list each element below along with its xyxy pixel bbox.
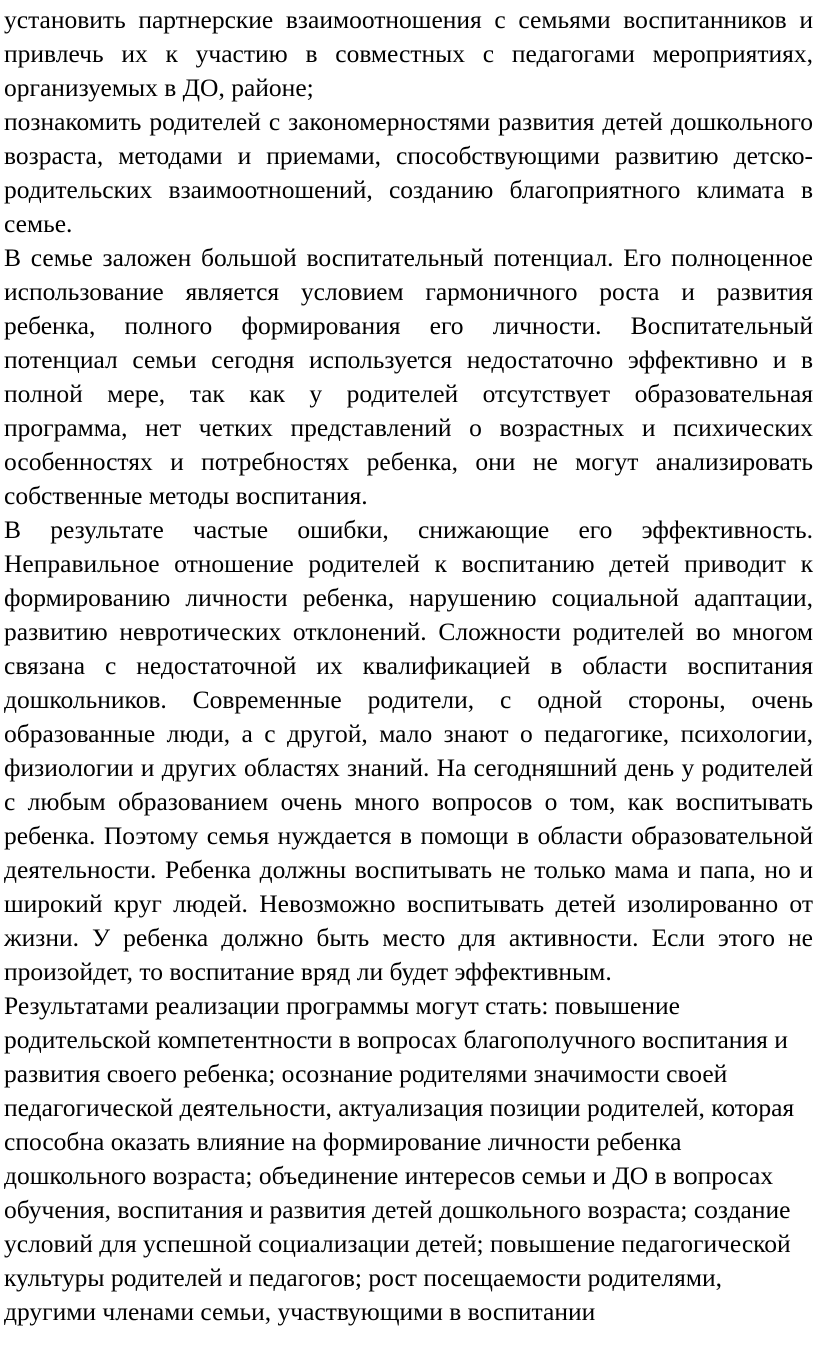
paragraph-parent-education-goal: познакомить родителей с закономерностями развития детей дошкольного возраста, методами и приемами, способствующими развитию детско-родительских взаимоотношений, созданию благоприятного климата в семье.: [4, 107, 813, 238]
paragraph-family-potential: В семье заложен большой воспитательный потенциал. Его полноценное использование является условием гармоничного роста и развития ребенка, полного формирования его личности. Воспитательный потенциал семьи сегодня используется недостаточно эффективно и в полной мере, так как у родителей отсутствует образовательная программа, нет четких представлений о возрастных и психических особенностях и потребностях ребенка, они не могут анализировать собственные методы воспитания.: [4, 243, 813, 510]
document-page: [0, 3, 816, 1365]
paragraph-program-results: Результатами реализации программы могут стать: повышение родительской компетентности в вопросах благополучного воспитания и развития своего ребенка; осознание родителями значимости своей педагогической деятельности, актуализация позиции родителей, которая способна оказать влияние на формирование личности ребенка дошкольного возраста; объединение интересов семьи и ДО в вопросах обучения, воспитания и развития детей дошкольного возраста; создание условий для успешной социализации детей; повышение педагогической культуры родителей и педагогов; рост посещаемости родителями, другими членами семьи, участвующими в воспитании: [4, 991, 795, 1326]
paragraph-parenting-errors: В результате частые ошибки, снижающие его эффективность. Неправильное отношение родителей к воспитанию детей приводит к формированию личности ребенка, нарушению социальной адаптации, развитию невротических отклонений. Сложности родителей во многом связана с недостаточной их квалификацией в области воспитания дошкольников. Современные родители, с одной стороны, очень образованные люди, а с другой, мало знают о педагогике, психологии, физиологии и других областях знаний. На сегодняшний день у родителей с любым образованием очень много вопросов о том, как воспитывать ребенка. Поэтому семья нуждается в помощи в области образовательной деятельности. Ребенка должны воспитывать не только мама и папа, но и широкий круг людей. Невозможно воспитывать детей изолированно от жизни. У ребенка должно быть место для активности. Если этого не произойдет, то воспитание вряд ли будет эффективным.: [4, 515, 813, 986]
paragraph-partnership-goal: установить партнерские взаимоотношения с семьями воспитанников и привлечь их к участию в совместных с педагогами мероприятиях, организуемых в ДО, районе;: [4, 5, 813, 102]
